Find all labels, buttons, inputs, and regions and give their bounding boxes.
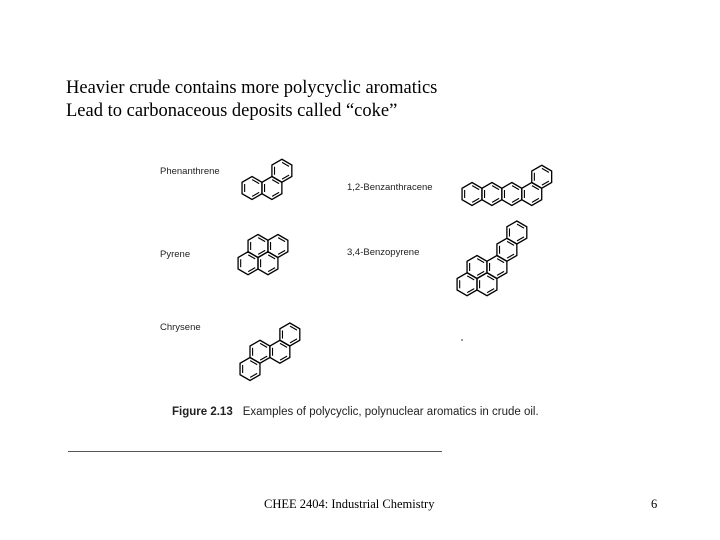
- label-pyrene: Pyrene: [160, 249, 191, 260]
- caption-text: Examples of polycyclic, polynuclear aromatics in crude oil.: [242, 406, 539, 418]
- scan-speck: [461, 339, 463, 341]
- label-chrysene: Chrysene: [160, 322, 201, 333]
- figure-caption: [172, 406, 539, 418]
- pyrene-structure: [230, 220, 320, 295]
- footer-divider: [68, 451, 442, 452]
- benzopyrene-structure: [445, 215, 555, 315]
- page-number: 6: [651, 497, 658, 511]
- label-benzanthracene: 1,2-Benzanthracene: [347, 182, 433, 193]
- phenanthrene-structure: [230, 140, 320, 215]
- caption-number: Figure 2.13: [172, 406, 233, 418]
- body-text-line-2: Lead to carbonaceous deposits called “coke”: [66, 101, 398, 121]
- chrysene-structure: [230, 295, 330, 390]
- label-phenanthrene: Phenanthrene: [160, 166, 220, 177]
- label-benzopyrene: 3,4-Benzopyrene: [347, 247, 420, 258]
- body-text-line-1: Heavier crude contains more polycyclic aromatics: [66, 78, 438, 98]
- footer-title: CHEE 2404: Industrial Chemistry: [264, 497, 435, 511]
- benzanthracene-structure: [450, 140, 590, 215]
